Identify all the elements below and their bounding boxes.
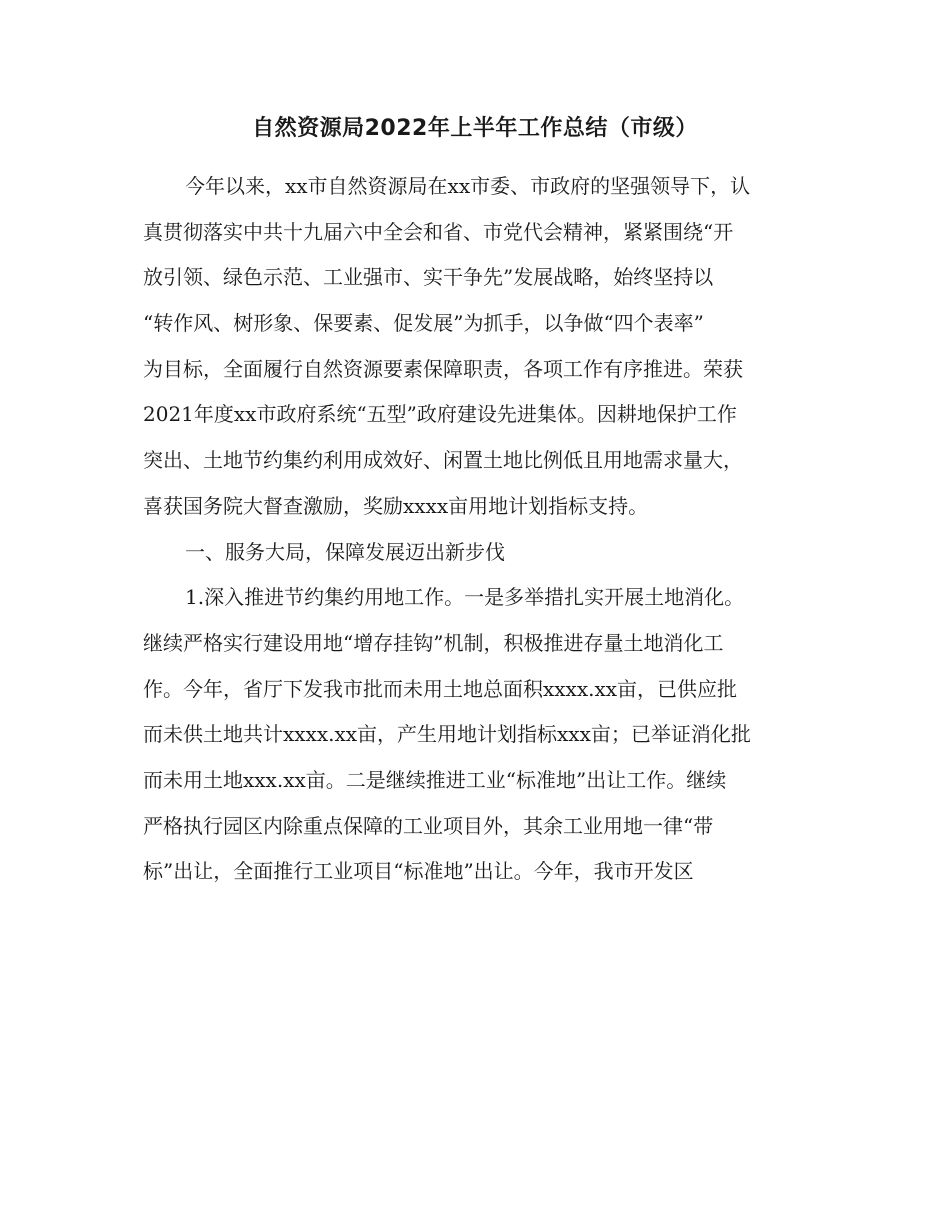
paragraph-line: 标”出让，全面推行工业项目“标准地”出让。今年，我市开发区 — [143, 859, 694, 884]
paragraph-line: 今年以来，xx市自然资源局在xx市委、市政府的坚强领导下，认 — [185, 174, 751, 198]
paragraph-line: 放引领、绿色示范、工业强市、实干争先”发展战略，始终坚持以 — [143, 265, 714, 290]
paragraph-line: 而未供土地共计xxxx.xx亩，产生用地计划指标xxx亩；已举证消化批 — [143, 722, 751, 747]
paragraph-line: 继续严格实行建设用地“增存挂钩”机制，积极推进存量土地消化工 — [143, 630, 724, 655]
document-title: 自然资源局2022年上半年工作总结（市级） — [252, 116, 698, 141]
paragraph-line: 真贯彻落实中共十九届六中全会和省、市党代会精神，紧紧围绕“开 — [143, 219, 734, 244]
paragraph-line: 而未用土地xxx.xx亩。二是继续推进工业“标准地”出让工作。继续 — [143, 767, 727, 792]
paragraph-line: 作。今年，省厅下发我市批而未用土地总面积xxxx.xx亩，已供应批 — [143, 676, 738, 701]
paragraph-line: 喜获国务院大督查激励，奖励xxxx亩用地计划指标支持。 — [143, 493, 649, 518]
paragraph-line: 严格执行园区内除重点保障的工业项目外，其余工业用地一律“带 — [143, 813, 714, 838]
paragraph-line: 2021年度xx市政府系统“五型”政府建设先进集体。因耕地保护工作 — [143, 402, 737, 427]
paragraph-line: 1.深入推进节约集约用地工作。一是多举措扎实开展土地消化。 — [185, 585, 745, 610]
paragraph-line: 为目标，全面履行自然资源要素保障职责，各项工作有序推进。荣获 — [143, 356, 743, 381]
paragraph-line: 突出、土地节约集约利用成效好、闲置土地比例低且用地需求量大， — [143, 448, 743, 473]
paragraph-line: “转作风、树形象、保要素、促发展”为抓手，以争做“四个表率” — [143, 311, 704, 336]
section-heading: 一、服务大局，保障发展迈出新步伐 — [185, 539, 505, 564]
document-body — [143, 164, 815, 895]
